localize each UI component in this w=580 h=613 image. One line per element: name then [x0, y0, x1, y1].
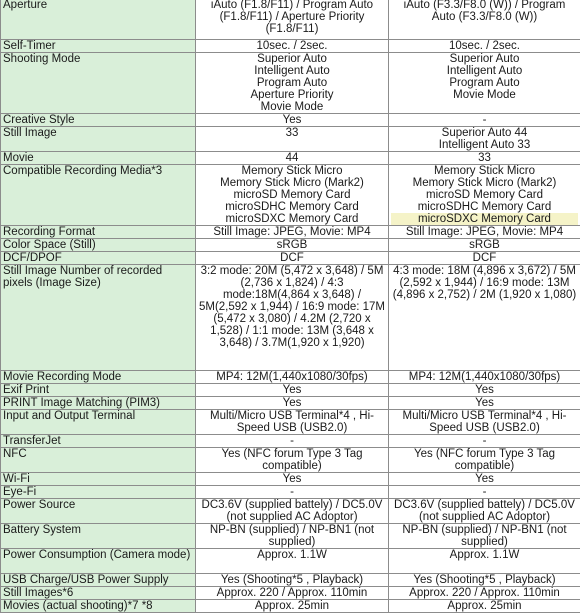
spec-row — [1, 0, 580, 40]
spec-label — [1, 371, 196, 384]
spec-row — [1, 384, 580, 397]
spec-label — [1, 0, 196, 40]
spec-label-text: Eye-Fi — [3, 486, 193, 498]
model-b-value-text: Yes (NFC forum Type 3 Tag compatible) — [391, 448, 578, 472]
model-b-value-text: Approx. 220 / Approx. 110min — [391, 587, 578, 599]
spec-label-text: Power Consumption (Camera mode) — [3, 549, 193, 561]
model-a-value — [196, 53, 389, 114]
model-b-value-text: microSD Memory Card — [391, 189, 578, 201]
model-b-value — [389, 40, 580, 53]
model-a-value-text: microSD Memory Card — [198, 189, 386, 201]
model-b-value-text: Yes — [391, 384, 578, 396]
model-b-value — [389, 265, 580, 371]
spec-row — [1, 127, 580, 152]
model-b-value — [389, 252, 580, 265]
model-a-value-text: Program Auto — [198, 77, 386, 89]
model-a-value-text: - — [198, 486, 386, 498]
model-b-value-text: sRGB — [391, 239, 578, 251]
spec-label-text: USB Charge/USB Power Supply — [3, 574, 193, 586]
model-a-value — [196, 587, 389, 600]
model-b-value-text: - — [391, 114, 578, 126]
model-b-value-text: Superior Auto 44 — [391, 127, 578, 139]
model-a-value — [196, 448, 389, 473]
spec-table-body — [1, 0, 580, 613]
model-a-value — [196, 0, 389, 40]
model-b-value-text: MP4: 12M(1,440x1080/30fps) — [391, 371, 578, 383]
model-b-value — [389, 574, 580, 587]
model-b-value-text: Memory Stick Micro (Mark2) — [391, 177, 578, 189]
spec-row — [1, 574, 580, 587]
model-b-value-text: DC3.6V (supplied battely) / DC5.0V (not supplied AC Adoptor) — [391, 499, 578, 523]
model-a-value-text: 3:2 mode: 20M (5,472 x 3,648) / 5M (2,736 x 1,824) / 4:3 mode:18M(4,864 x 3,648) / 5M(2,592 x 1,944) / 16:9 mode: 17M (5,472 x 3,080) / 4.2M (2,720 x 1,528) / 1:1 mode: 13M (3,648 x 3,648) / 3.7M(1,920 x 1,920) — [198, 265, 386, 349]
model-b-value-text: Yes (Shooting*5 , Playback) — [391, 574, 578, 586]
model-b-value — [389, 524, 580, 549]
model-b-value — [389, 410, 580, 435]
model-a-value-text: Movie Mode — [198, 101, 386, 113]
spec-label-text: Still Image — [3, 127, 193, 139]
spec-label — [1, 127, 196, 152]
model-b-value — [389, 371, 580, 384]
spec-label — [1, 524, 196, 549]
spec-label — [1, 435, 196, 448]
model-b-value-text: Memory Stick Micro — [391, 165, 578, 177]
model-b-value-text: Intelligent Auto — [391, 65, 578, 77]
spec-row — [1, 165, 580, 226]
model-a-value-text: Approx. 25min — [198, 600, 386, 612]
model-a-value — [196, 473, 389, 486]
model-b-value-text: - — [391, 435, 578, 447]
model-a-value-text: Memory Stick Micro (Mark2) — [198, 177, 386, 189]
model-a-value-text: Still Image: JPEG, Movie: MP4 — [198, 226, 386, 238]
model-b-value — [389, 499, 580, 524]
spec-label — [1, 600, 196, 613]
spec-label-text: Shooting Mode — [3, 53, 193, 65]
model-b-value — [389, 165, 580, 226]
model-b-value — [389, 53, 580, 114]
model-a-value-text: DCF — [198, 252, 386, 264]
spec-row — [1, 435, 580, 448]
spec-label — [1, 165, 196, 226]
spec-row — [1, 53, 580, 114]
model-a-value-text: Multi/Micro USB Terminal*4 , Hi-Speed USB (USB2.0) — [198, 410, 386, 434]
spec-row — [1, 549, 580, 574]
spec-label-text: PRINT Image Matching (PIM3) — [3, 397, 193, 409]
model-b-value — [389, 486, 580, 499]
spec-label — [1, 574, 196, 587]
spec-label-text: Wi-Fi — [3, 473, 193, 485]
model-a-value-text: Approx. 1.1W — [198, 549, 386, 561]
model-b-value — [389, 587, 580, 600]
model-a-value — [196, 265, 389, 371]
model-a-value-text: NP-BN (supplied) / NP-BN1 (not supplied) — [198, 524, 386, 548]
model-b-value-text: Yes — [391, 397, 578, 409]
spec-row — [1, 448, 580, 473]
model-b-value — [389, 226, 580, 239]
model-b-value-text: Intelligent Auto 33 — [391, 139, 578, 151]
spec-row — [1, 226, 580, 239]
model-b-value-text: Program Auto — [391, 77, 578, 89]
model-b-value-text: Movie Mode — [391, 89, 578, 101]
spec-label — [1, 473, 196, 486]
model-a-value — [196, 600, 389, 613]
model-b-value — [389, 397, 580, 410]
model-b-value — [389, 435, 580, 448]
model-a-value — [196, 486, 389, 499]
model-b-value — [389, 127, 580, 152]
spec-label-text: Color Space (Still) — [3, 239, 193, 251]
spec-label-text: DCF/DPOF — [3, 252, 193, 264]
spec-label — [1, 114, 196, 127]
model-a-value-text: 33 — [198, 127, 386, 139]
model-b-value-text: 4:3 mode: 18M (4,896 x 3,672) / 5M (2,592 x 1,944) / 16:9 mode: 13M (4,896 x 2,752) / 2M (1,920 x 1,080) — [391, 265, 578, 301]
spec-row — [1, 152, 580, 165]
spec-row — [1, 239, 580, 252]
model-b-value — [389, 600, 580, 613]
spec-row — [1, 524, 580, 549]
model-a-value-text: 44 — [198, 152, 386, 164]
spec-label — [1, 448, 196, 473]
model-a-value — [196, 397, 389, 410]
model-a-value-text: iAuto (F1.8/F11) / Program Auto (F1.8/F11) / Aperture Priority (F1.8/F11) — [198, 0, 386, 35]
model-b-value-text: Multi/Micro USB Terminal*4 , Hi-Speed USB (USB2.0) — [391, 410, 578, 434]
model-b-value — [389, 384, 580, 397]
spec-label — [1, 53, 196, 114]
spec-row — [1, 600, 580, 613]
model-a-value — [196, 549, 389, 574]
spec-label-text: Power Source — [3, 499, 193, 511]
spec-row — [1, 499, 580, 524]
model-a-value — [196, 371, 389, 384]
model-b-value-text: 33 — [391, 152, 578, 164]
model-a-value-text: - — [198, 435, 386, 447]
model-b-value-text: 10sec. / 2sec. — [391, 40, 578, 52]
spec-label-text: Compatible Recording Media*3 — [3, 165, 193, 177]
spec-label — [1, 410, 196, 435]
spec-label-text: Recording Format — [3, 226, 193, 238]
model-a-value — [196, 127, 389, 152]
spec-label — [1, 226, 196, 239]
spec-label — [1, 486, 196, 499]
model-b-value — [389, 0, 580, 40]
spec-label-text: Still Image Number of recorded pixels (Image Size) — [3, 265, 193, 289]
spec-label — [1, 252, 196, 265]
model-a-value — [196, 165, 389, 226]
model-a-value — [196, 524, 389, 549]
model-a-value — [196, 239, 389, 252]
model-a-value-text: Yes (Shooting*5 , Playback) — [198, 574, 386, 586]
spec-row — [1, 265, 580, 371]
model-b-value-text: NP-BN (supplied) / NP-BN1 (not supplied) — [391, 524, 578, 548]
spec-row — [1, 40, 580, 53]
spec-row — [1, 371, 580, 384]
spec-label-text: Still Images*6 — [3, 587, 193, 599]
spec-label — [1, 549, 196, 574]
spec-row — [1, 397, 580, 410]
model-a-value-text: microSDXC Memory Card — [198, 213, 386, 225]
spec-label — [1, 265, 196, 371]
spec-row — [1, 114, 580, 127]
model-a-value-text: Yes — [198, 473, 386, 485]
model-a-value-text: Intelligent Auto — [198, 65, 386, 77]
model-a-value-text: 10sec. / 2sec. — [198, 40, 386, 52]
spec-row — [1, 252, 580, 265]
spec-label-text: Input and Output Terminal — [3, 410, 193, 422]
model-a-value — [196, 226, 389, 239]
model-b-value-text: Yes — [391, 473, 578, 485]
model-a-value — [196, 499, 389, 524]
spec-row — [1, 410, 580, 435]
model-b-value-text: Approx. 1.1W — [391, 549, 578, 561]
model-b-value — [389, 448, 580, 473]
model-a-value — [196, 252, 389, 265]
spec-label-text: Battery System — [3, 524, 193, 536]
model-b-value — [389, 152, 580, 165]
model-b-value — [389, 473, 580, 486]
model-a-value-text: Yes — [198, 384, 386, 396]
model-a-value — [196, 410, 389, 435]
spec-label-text: Movie Recording Mode — [3, 371, 193, 383]
model-b-value-text: - — [391, 486, 578, 498]
model-a-value — [196, 384, 389, 397]
model-b-value — [389, 549, 580, 574]
spec-label-text: Self-Timer — [3, 40, 193, 52]
model-a-value-text: Yes — [198, 114, 386, 126]
model-b-value-text: microSDHC Memory Card — [391, 201, 578, 213]
model-b-value-text: Still Image: JPEG, Movie: MP4 — [391, 226, 578, 238]
model-a-value-text: Memory Stick Micro — [198, 165, 386, 177]
model-b-value-text: Superior Auto — [391, 53, 578, 65]
model-b-value-text: iAuto (F3.3/F8.0 (W)) / Program Auto (F3.3/F8.0 (W)) — [391, 0, 578, 23]
model-a-value-text: Aperture Priority — [198, 89, 386, 101]
model-a-value-text: Yes (NFC forum Type 3 Tag compatible) — [198, 448, 386, 472]
spec-row — [1, 587, 580, 600]
spec-label-text: Exif Print — [3, 384, 193, 396]
model-b-value-text: microSDXC Memory Card — [391, 213, 578, 225]
spec-label — [1, 239, 196, 252]
model-a-value-text: Superior Auto — [198, 53, 386, 65]
model-a-value — [196, 435, 389, 448]
model-a-value — [196, 152, 389, 165]
model-a-value — [196, 40, 389, 53]
spec-label-text: TransferJet — [3, 435, 193, 447]
spec-label — [1, 397, 196, 410]
spec-label — [1, 152, 196, 165]
spec-label — [1, 499, 196, 524]
model-a-value-text: Approx. 220 / Approx. 110min — [198, 587, 386, 599]
model-b-value — [389, 114, 580, 127]
spec-label-text: Creative Style — [3, 114, 193, 126]
model-a-value-text: sRGB — [198, 239, 386, 251]
spec-label-text: Aperture — [3, 0, 193, 11]
spec-row — [1, 473, 580, 486]
model-b-value-text: DCF — [391, 252, 578, 264]
spec-label-text: NFC — [3, 448, 193, 460]
model-a-value — [196, 114, 389, 127]
model-b-value — [389, 239, 580, 252]
spec-label — [1, 587, 196, 600]
model-a-value — [196, 574, 389, 587]
model-b-value-text: Approx. 25min — [391, 600, 578, 612]
spec-label-text: Movie — [3, 152, 193, 164]
model-a-value-text: MP4: 12M(1,440x1080/30fps) — [198, 371, 386, 383]
model-a-value-text: Yes — [198, 397, 386, 409]
spec-row — [1, 486, 580, 499]
spec-label-text: Movies (actual shooting)*7 *8 — [3, 600, 193, 612]
model-a-value-text: DC3.6V (supplied battely) / DC5.0V (not supplied AC Adoptor) — [198, 499, 386, 523]
spec-label — [1, 40, 196, 53]
spec-label — [1, 384, 196, 397]
model-a-value-text: microSDHC Memory Card — [198, 201, 386, 213]
